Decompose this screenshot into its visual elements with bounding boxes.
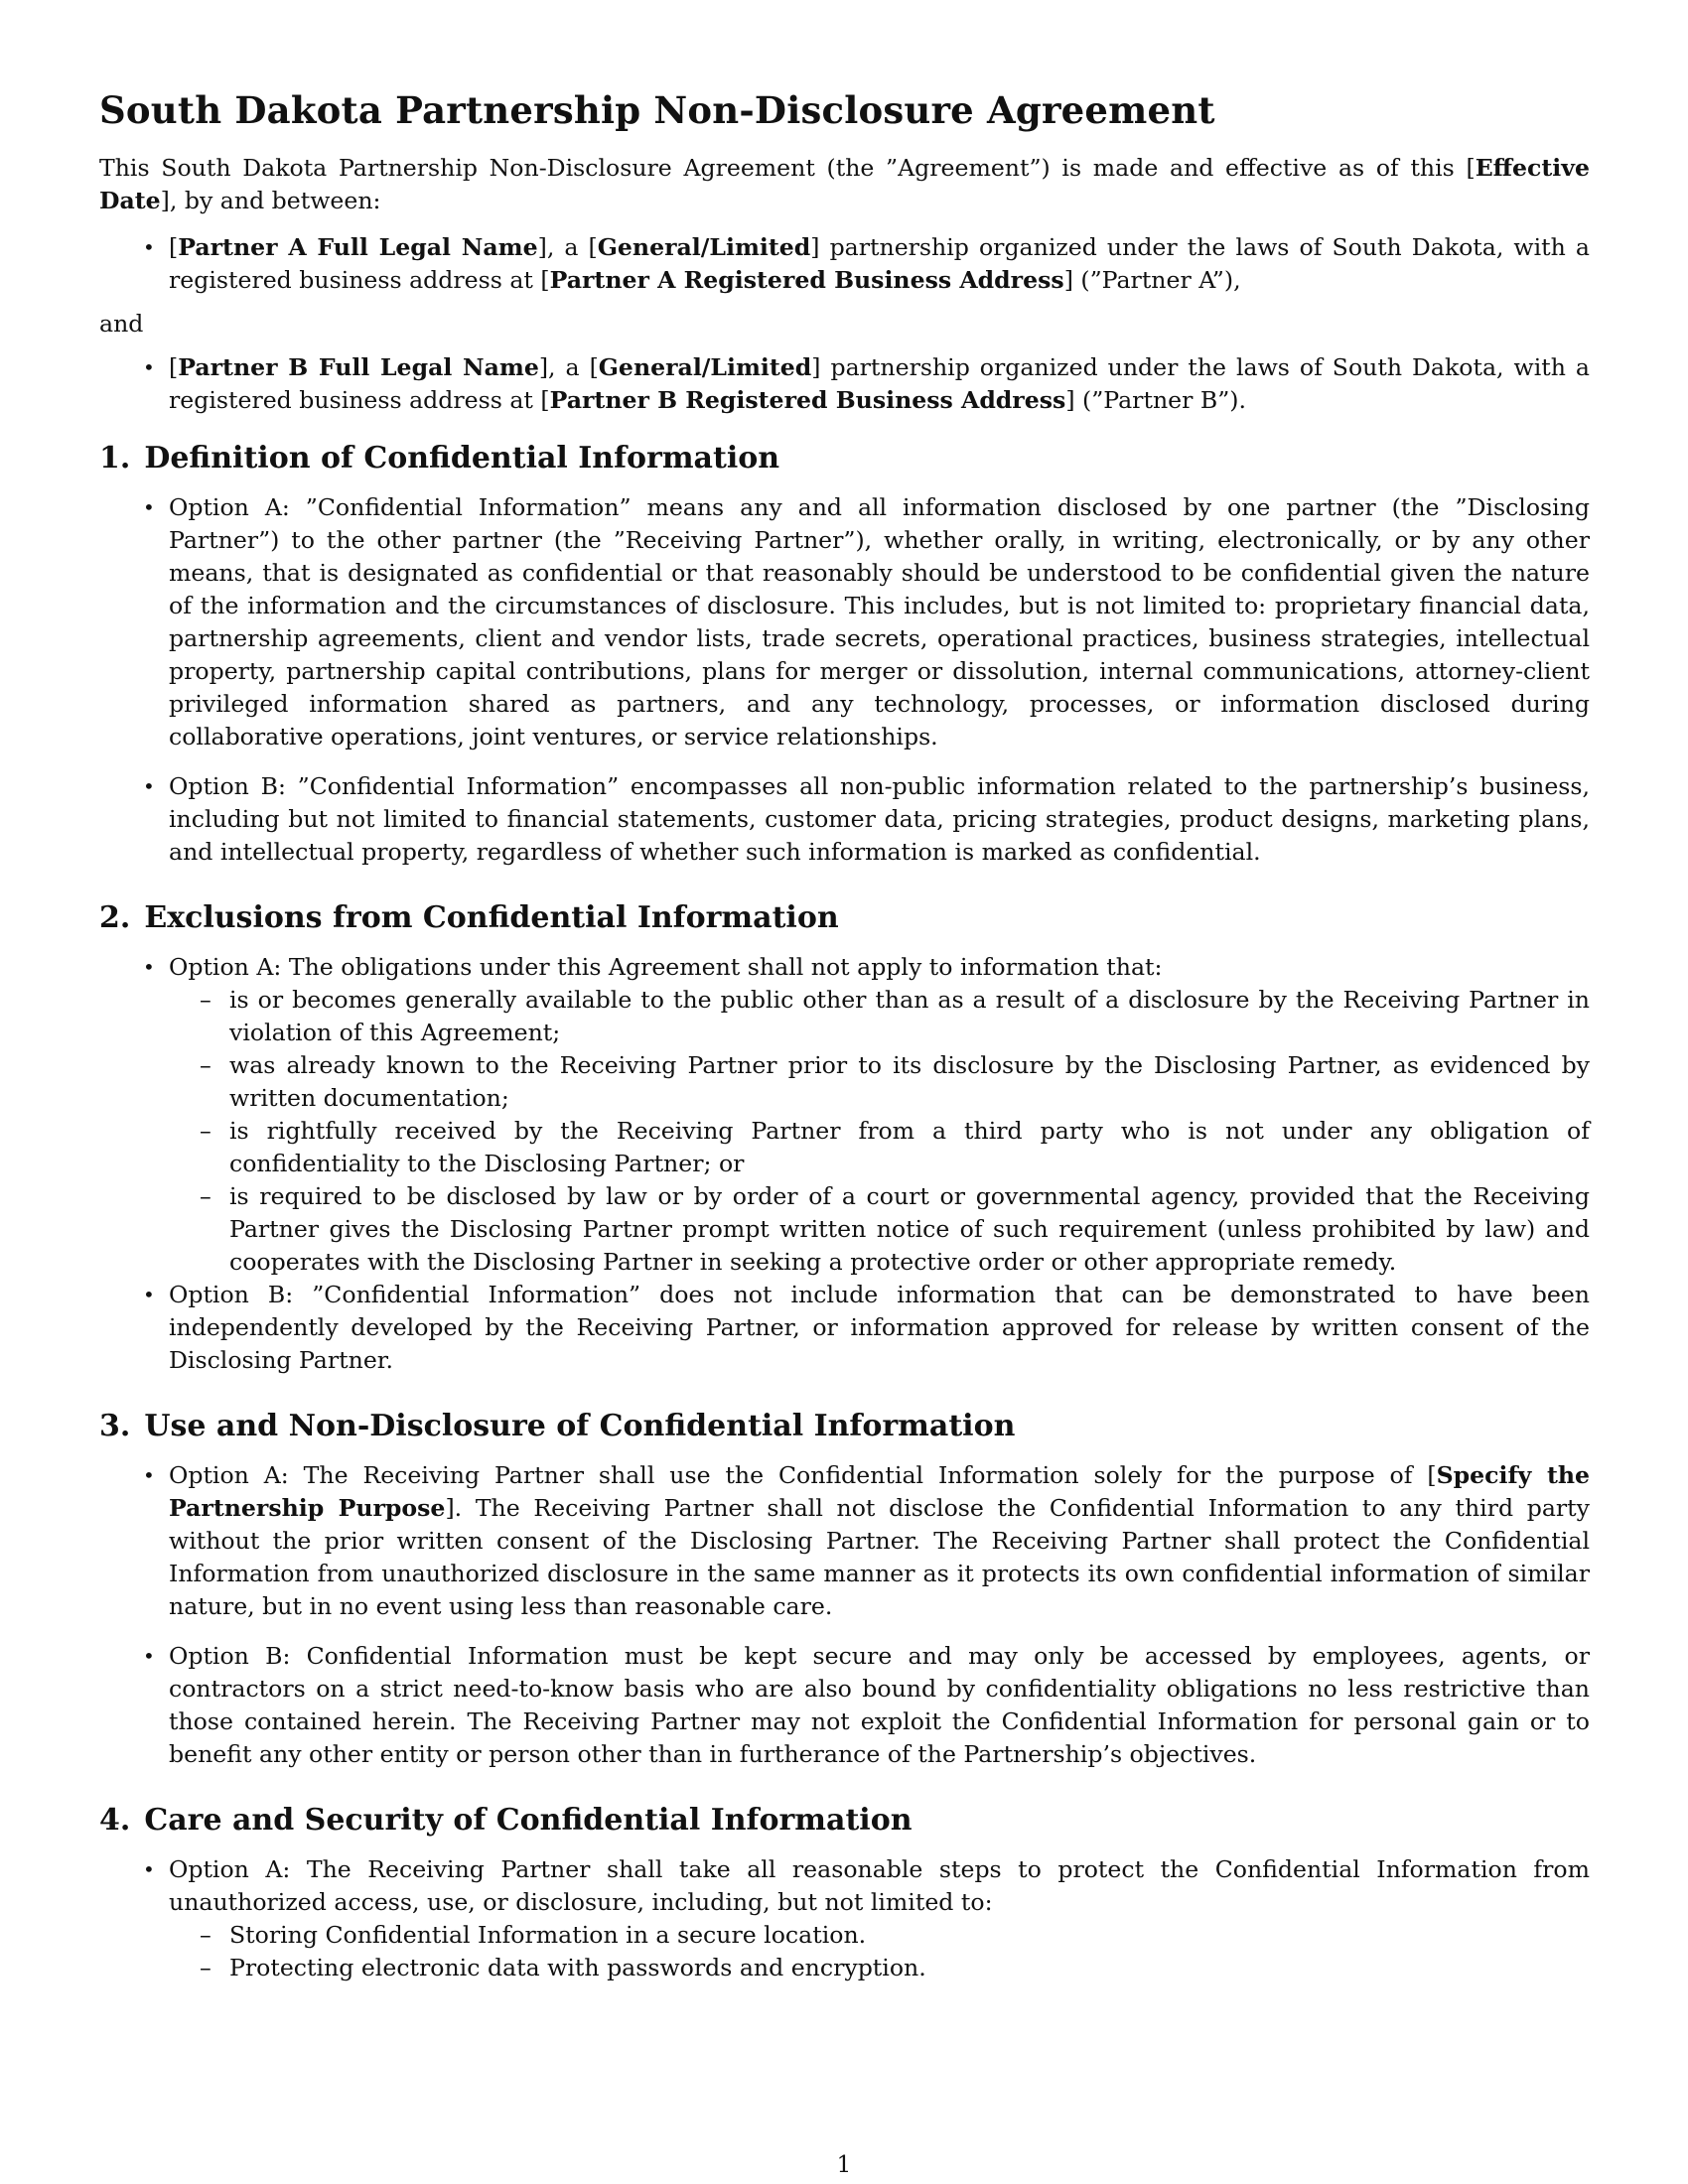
section-1 [99,439,1590,869]
party-a-list [99,231,1590,297]
section-1-option-b: • Option B: ”Confidential Information” encompasses all non-public information related to the partnership’s business, including but not limited to financial statements, customer data, pricing strategies, product designs, marketing plans, and intellectual property, regardless of whether such information is marked as confidential. [169,770,1590,869]
list-item: – is required to be disclosed by law or by order of a court or governmental agency, provided that the Receiving Partner gives the Disclosing Partner prompt written notice of such requirement (unless prohibited by law) and cooperates with the Disclosing Partner in seeking a protective order or other appropriate remedy. [229,1180,1590,1279]
section-1-option-a: • Option A: ”Confidential Information” means any and all information disclosed by one partner (the ”Disclosing Partner”) to the other partner (the ”Receiving Partner”), whether orally, in writing, electronically, or by any other means, that is designated as confidential or that reasonably should be understood to be confidential given the nature of the information and the circumstances of disclosure. This includes, but is not limited to: proprietary financial data, partnership agreements, client and vendor lists, trade secrets, operational practices, business strategies, intellectual property, partnership capital contributions, plans for merger or dissolution, internal communications, attorney-client privileged information shared as partners, and any technology, processes, or information disclosed during collaborative operations, joint ventures, or service relationships. [169,491,1590,753]
intro-paragraph: This South Dakota Partnership Non-Disclosure Agreement (the ”Agreement”) is made and effective as of this [Effective Date], by and between: [99,154,1590,214]
section-3-option-b: • Option B: Confidential Information must be kept secure and may only be accessed by employees, agents, or contractors on a strict need-to-know basis who are also bound by confidentiality obligations no less restrictive than those contained herein. The Receiving Partner may not exploit the Confidential Information for personal gain or to benefit any other entity or person other than in furtherance of the Partnership’s objectives. [169,1640,1590,1771]
partner-b-name-placeholder: Partner B Full Legal Name [178,353,539,381]
section-4 [99,1801,1590,1984]
partnership-purpose-placeholder: Specify the Partnership Purpose [169,1461,1591,1522]
partner-a-name-placeholder: Partner A Full Legal Name [178,233,538,261]
list-item: – is rightfully received by the Receiving Partner from a third party who is not under any obligation of confidentiality to the Disclosing Partner; or [229,1115,1590,1180]
section-2-option-b: • Option B: ”Confidential Information” does not include information that can be demonstrated to have been independently developed by the Receiving Partner, or information approved for release by written consent of the Disclosing Partner. [169,1279,1590,1377]
document-title: South Dakota Partnership Non-Disclosure Agreement [99,88,1215,132]
section-3-options [99,1459,1590,1771]
section-2 [99,898,1590,1377]
effective-date-placeholder: Effective Date [99,154,1590,214]
page-number: 1 [836,2152,852,2178]
partner-a-address-placeholder: Partner A Registered Business Address [549,266,1064,294]
party-b-list [99,351,1590,417]
section-4-option-a: • Option A: The Receiving Partner shall take all reasonable steps to protect the Confidential Information from unauthorized access, use, or disclosure, including, but not limited to: – Storing Confidential Information in a secure location. – Protecting electronic data with passwords and encryption. [169,1853,1590,1984]
partner-a-type-placeholder: General/Limited [597,233,811,261]
list-item: – was already known to the Receiving Partner prior to its disclosure by the Disclosing Partner, as evidenced by written documentation; [229,1049,1590,1115]
partner-b-type-placeholder: General/Limited [598,353,812,381]
section-2-sub-list [169,984,1590,1279]
partner-b-address-placeholder: Partner B Registered Business Address [549,386,1066,414]
section-1-options [99,491,1590,869]
section-3-option-a: • Option A: The Receiving Partner shall use the Confidential Information solely for the purpose of [Specify the Partnership Purpose]. The Receiving Partner shall not disclose the Confidential Information to any third party without the prior written consent of the Disclosing Partner. The Receiving Partner shall protect the Confidential Information from unauthorized disclosure in the same manner as it protects its own confidential information of similar nature, but in no event using less than reasonable care. [169,1459,1590,1623]
list-item: – is or becomes generally available to the public other than as a result of a disclosure by the Receiving Partner in violation of this Agreement; [229,984,1590,1049]
list-item: – Protecting electronic data with passwords and encryption. [229,1952,1590,1984]
and-text: and [99,310,144,338]
section-4-heading: 4. Care and Security of Confidential Information [99,1803,913,1838]
party-b-item: • [Partner B Full Legal Name], a [General/Limited] partnership organized under the laws of South Dakota, with a registered business address at [Partner B Registered Business Address] (”Partner B”). [169,351,1590,417]
section-2-options [99,951,1590,1377]
section-3-heading: 3. Use and Non-Disclosure of Confidential Information [99,1409,1016,1443]
section-1-heading: 1. Definition of Confidential Information [99,441,780,476]
list-item: – Storing Confidential Information in a secure location. [229,1919,1590,1952]
party-a-item: • [Partner A Full Legal Name], a [General/Limited] partnership organized under the laws of South Dakota, with a registered business address at [Partner A Registered Business Address] (”Partner A”), [169,231,1590,297]
section-2-heading: 2. Exclusions from Confidential Information [99,900,839,935]
section-3 [99,1407,1590,1771]
section-4-options [99,1853,1590,1984]
section-4-sub-list [169,1919,1590,1984]
section-2-option-a: • Option A: The obligations under this Agreement shall not apply to information that: – is or becomes generally available to the public other than as a result of a disclosure by the Receiving Partner in violation of this Agreement; – was already known to the Receiving Partner prior to its disclosure by the Disclosing Partner, as evidenced by written documentation; – is rightfully received by the Receiving Partner from a third party who is not under any obligation of confidentiality to the Disclosing Partner; or – is required to be disclosed by law or by order of a court or governmental agency, provided that the Receiving Partner gives the Disclosing Partner prompt written notice of such requirement (unless prohibited by law) and cooperates with the Disclosing Partner in seeking a protective order or other appropriate remedy. [169,951,1590,1279]
